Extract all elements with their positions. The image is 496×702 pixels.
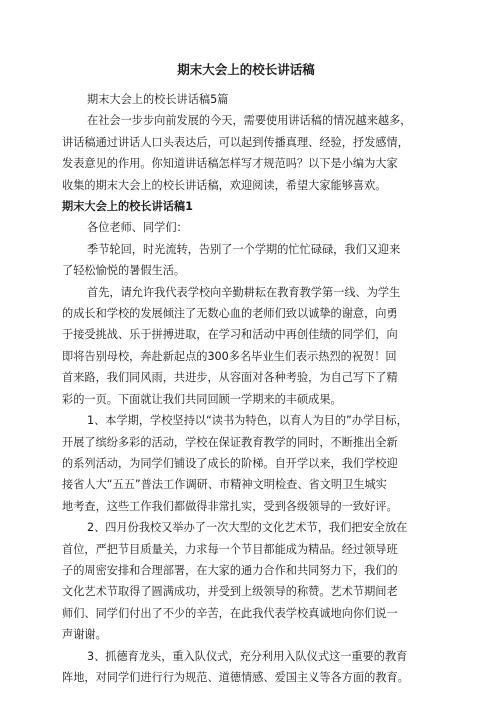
paragraph-line: 开展了缤纷多彩的活动，学校在保证教育教学的同时，不断推出全新	[62, 435, 398, 449]
paragraph-line: 的系列活动，为同学们铺设了成长的阶梯。自开学以来，我们学校迎	[62, 456, 398, 470]
paragraph-line: 地考查，这些工作我们都做得非常扎实，受到各级领导的一致好评。	[62, 499, 398, 513]
paragraph-line: 彩的一页。下面就让我们共同回顾一学期来的丰硕成果。	[62, 392, 342, 406]
paragraph-line: 声谢谢。	[62, 628, 107, 642]
paragraph-line: 师们、同学们付出了不少的辛苦，在此我代表学校真诚地向你们说一	[62, 606, 398, 620]
intro-line: 发表意见的作用。你知道讲话稿怎样写才规范吗？以下是小编为大家	[62, 157, 398, 171]
paragraph-line: 阵地，对同学们进行行为规范、道德情感、爱国主义等各方面的教育。	[62, 670, 409, 684]
intro-line: 在社会一步步向前发展的今天，需要使用讲话稿的情况越来越多，	[87, 114, 412, 128]
paragraph	[62, 410, 430, 517]
paragraph-line: 即将告别母校，奔赴新起点的300多名毕业生们表示热烈的祝贺！回	[62, 349, 397, 363]
paragraph-line: 首位，严把节目质量关，力求每一个节目都能成为精品。经过领导班	[62, 542, 398, 556]
paragraph-line: 的成长和学校的发展倾注了无数心血的老师们致以诚挚的谢意，向勇	[62, 307, 398, 321]
paragraph-line: 首来路，我们同风雨，共进步，从容面对各种考验，为自己写下了精	[62, 371, 398, 385]
paragraph	[62, 517, 430, 645]
greeting: 各位老师、同学们：	[87, 221, 188, 235]
intro-line: 收集的期末大会上的校长讲话稿，欢迎阅读，希望大家能够喜欢。	[62, 178, 387, 192]
paragraph-line: 于接受挑战、乐于拼搏进取，在学习和活动中再创佳绩的同学们，向	[62, 328, 398, 342]
paragraph	[62, 646, 430, 689]
paragraph-line: 文化艺术节取得了圆满成功，并受到上级领导的称赞。艺术节期间老	[62, 585, 398, 599]
paragraph-line: 首先，请允许我代表学校向辛勤耕耘在教育教学第一线、为学生	[87, 285, 401, 299]
intro-line: 期末大会上的校长讲话稿5篇	[87, 93, 229, 106]
paragraph-line: 子的周密安排和合理部署，在大家的通力合作和共同努力下，我们的	[62, 563, 398, 577]
paragraph	[62, 239, 430, 282]
document-title: 期末大会上的校长讲话稿	[177, 62, 315, 77]
paragraph-line: 接省人大“五五”普法工作调研、市精神文明检查、省文明卫生城实	[62, 478, 387, 492]
intro-line: 讲话稿通过讲话人口头表达后，可以起到传播真理、经验，抒发感情，	[62, 135, 409, 149]
paragraph	[62, 282, 430, 410]
paragraph-line: 2、四月份我校又举办了一次大型的文化艺术节，我们把安全放在	[87, 521, 408, 535]
intro-block	[62, 89, 430, 196]
paragraph-line: 3、抓德育龙头，重入队仪式，充分利用入队仪式这一重要的教育	[87, 649, 408, 663]
body-text	[62, 239, 430, 689]
paragraph-line: 季节轮回，时光流转，告别了一个学期的忙忙碌碌，我们又迎来	[87, 242, 401, 256]
paragraph-line: 了轻松愉悦的暑假生活。	[62, 264, 186, 278]
paragraph-line: 1、本学期，学校坚持以“读书为特色，以育人为目的”办学目标，	[87, 414, 408, 428]
section-heading: 期末大会上的校长讲话稿1	[62, 200, 193, 214]
